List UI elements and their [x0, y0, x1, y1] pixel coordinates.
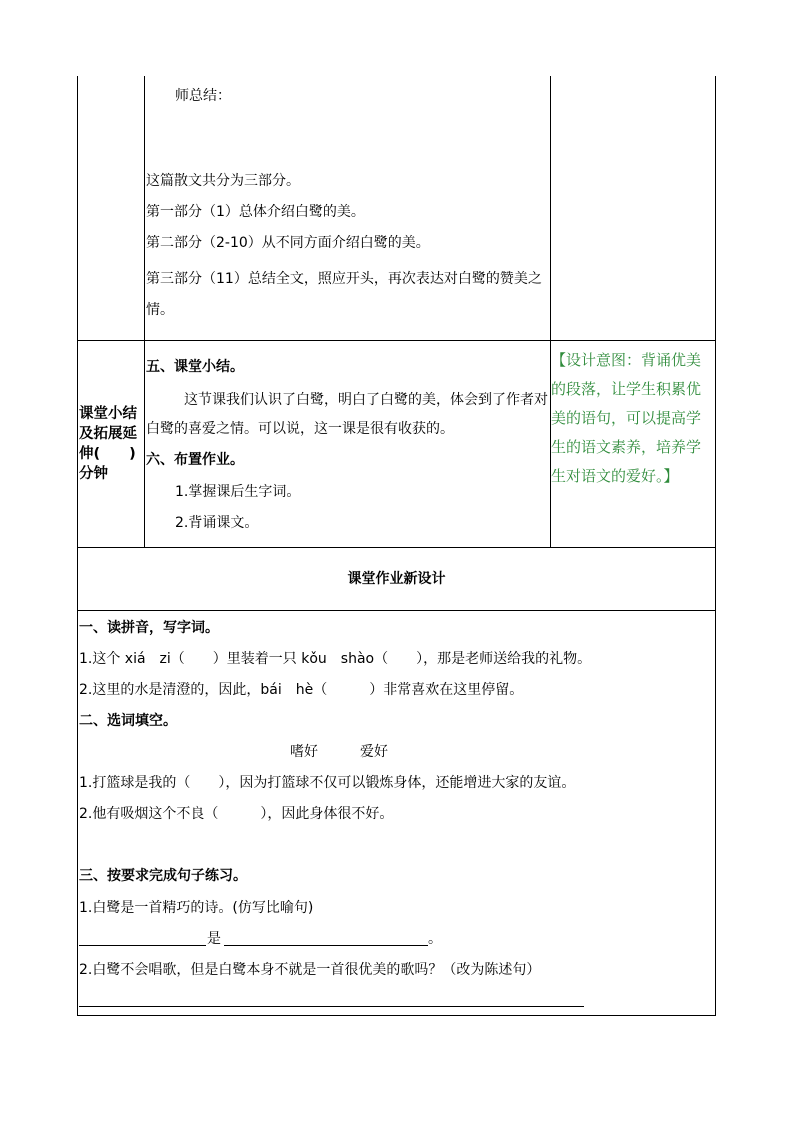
q1-heading: 一、读拼音，写字词。: [79, 620, 219, 636]
table-right-border: [715, 76, 716, 1016]
row-divider-2: [77, 547, 716, 548]
col-divider-1: [144, 76, 145, 547]
summary-title: 师总结：: [175, 88, 231, 104]
q3-item-2: 2.白鹭不会唱歌，但是白鹭本身不就是一首很优美的歌吗？（改为陈述句）: [79, 962, 541, 978]
row-divider-3: [77, 610, 716, 611]
summary-line-4: 第三部分（11）总结全文，照应开头，再次表达对白鹭的赞美之情。: [146, 271, 542, 318]
design-intent-note: 【设计意图：背诵优美的段落，让学生积累优美的语句，可以提高学生的语文素养，培养学生对语文的爱好。】: [551, 351, 702, 485]
q3-item-1-end: 。: [428, 931, 442, 947]
homework-item-2: 2.背诵课文。: [175, 515, 259, 531]
heading-class-summary: 五、课堂小结。: [146, 359, 244, 375]
q3-item-1: 1.白鹭是一首精巧的诗。(仿写比喻句): [79, 900, 314, 916]
row-divider-1: [77, 340, 716, 341]
q2-item-1: 1.打篮球是我的（ ），因为打篮球不仅可以锻炼身体，还能增进大家的友谊。: [79, 775, 576, 791]
q2-item-2: 2.他有吸烟这个不良（ ），因此身体很不好。: [79, 806, 394, 822]
summary-line-3: 第二部分（2-10）从不同方面介绍白鹭的美。: [146, 235, 430, 251]
table-left-border: [77, 76, 78, 1016]
section-left-label: 课堂小结及拓展延伸( )分钟: [79, 406, 137, 482]
summary-paragraph: 这节课我们认识了白鹭，明白了白鹭的美，体会到了作者对白鹭的喜爱之情。可以说，这一课是很有收获的。: [146, 392, 548, 437]
summary-line-1: 这篇散文共分为三部分。: [146, 173, 300, 189]
q1-item-2: 2.这里的水是清澄的，因此，bái hè（ ）非常喜欢在这里停留。: [79, 682, 524, 698]
q3-heading: 三、按要求完成句子练习。: [79, 868, 247, 884]
answer-blank-2[interactable]: [79, 1006, 584, 1007]
q3-item-1-is: 是: [207, 931, 221, 947]
answer-blank-1a[interactable]: [79, 945, 206, 946]
summary-line-2: 第一部分（1）总体介绍白鹭的美。: [146, 204, 365, 220]
table-bottom-border: [77, 1015, 716, 1016]
homework-item-1: 1.掌握课后生字词。: [175, 484, 301, 500]
q1-item-1: 1.这个 xiá zi（ ）里装着一只 kǒu shào（ ），那是老师送给我的礼物。: [79, 651, 592, 667]
heading-homework: 六、布置作业。: [146, 452, 244, 468]
answer-blank-1b[interactable]: [224, 945, 428, 946]
new-design-title: 课堂作业新设计: [347, 571, 446, 587]
q2-word-choices: 嗜好 爱好: [290, 744, 388, 760]
q2-heading: 二、选词填空。: [79, 713, 177, 729]
